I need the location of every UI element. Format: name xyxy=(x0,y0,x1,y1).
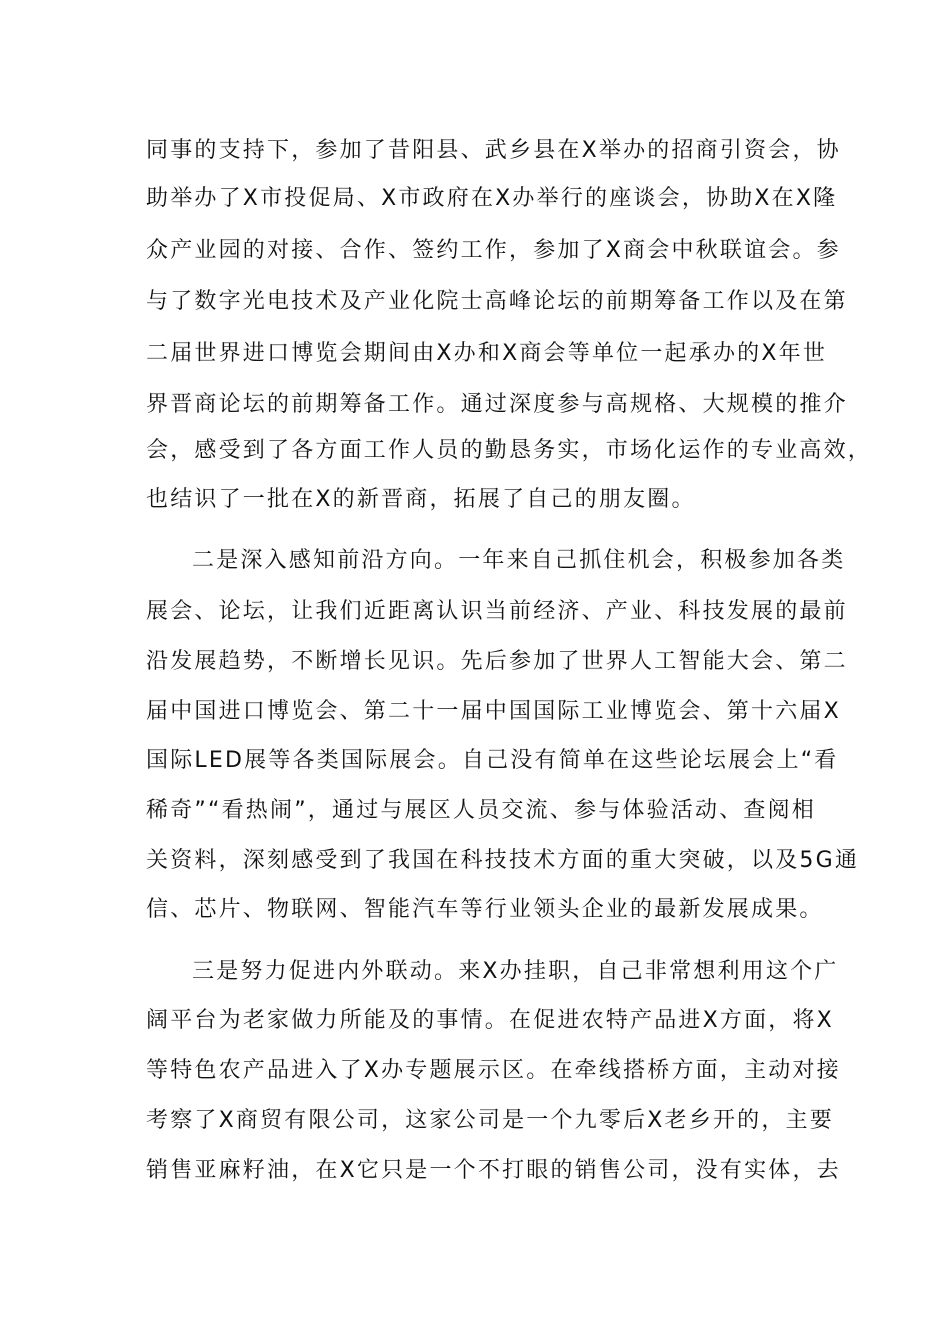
paragraph-1-line-3: 众产业园的对接、合作、签约工作，参加了X商会中秋联谊会。参 xyxy=(146,238,841,263)
paragraph-1-line-5: 二届世界进口博览会期间由X办和X商会等单位一起承办的X年世 xyxy=(146,341,828,366)
paragraph-1-line-4: 与了数字光电技术及产业化院士高峰论坛的前期筹备工作以及在第 xyxy=(146,289,848,314)
paragraph-2-line-1: 二是深入感知前沿方向。一年来自己抓住机会，积极参加各类 xyxy=(192,548,846,573)
paragraph-3-line-3: 等特色农产品进入了X办专题展示区。在牵线搭桥方面，主动对接 xyxy=(146,1058,841,1083)
paragraph-1-line-1: 同事的支持下，参加了昔阳县、武乡县在X举办的招商引资会，协 xyxy=(146,138,841,163)
paragraph-3-line-1: 三是努力促进内外联动。来X办挂职，自己非常想利用这个广 xyxy=(192,959,839,984)
paragraph-3-line-5: 销售亚麻籽油，在X它只是一个不打眼的销售公司，没有实体，去 xyxy=(146,1158,841,1183)
paragraph-2-line-3: 沿发展趋势，不断增长见识。先后参加了世界人工智能大会、第二 xyxy=(146,649,848,674)
paragraph-2-line-8: 信、芯片、物联网、智能汽车等行业领头企业的最新发展成果。 xyxy=(146,897,824,922)
paragraph-2-line-5: 国际LED展等各类国际展会。自己没有简单在这些论坛展会上“看 xyxy=(146,748,839,773)
paragraph-2-line-4: 届中国进口博览会、第二十一届中国国际工业博览会、第十六届X xyxy=(146,699,841,724)
paragraph-2-line-7: 关资料，深刻感受到了我国在科技技术方面的重大突破，以及5G通 xyxy=(146,848,860,873)
paragraph-2-line-2: 展会、论坛，让我们近距离认识当前经济、产业、科技发展的最前 xyxy=(146,599,848,624)
paragraph-3-line-4: 考察了X商贸有限公司，这家公司是一个九零后X老乡开的，主要 xyxy=(146,1108,834,1133)
paragraph-3-line-2: 阔平台为老家做力所能及的事情。在促进农特产品进X方面，将X xyxy=(146,1008,834,1033)
paragraph-2-line-6: 稀奇”“看热闹”，通过与展区人员交流、参与体验活动、查阅相 xyxy=(146,798,816,823)
paragraph-1-line-2: 助举办了X市投促局、X市政府在X办举行的座谈会，协助X在X隆 xyxy=(146,186,838,211)
paragraph-1-line-6: 界晋商论坛的前期筹备工作。通过深度参与高规格、大规模的推介 xyxy=(146,392,848,417)
paragraph-1-line-7: 会，感受到了各方面工作人员的勤恳务实，市场化运作的专业高效， xyxy=(146,438,873,463)
paragraph-1-line-8: 也结识了一批在X的新晋商，拓展了自己的朋友圈。 xyxy=(146,487,696,512)
